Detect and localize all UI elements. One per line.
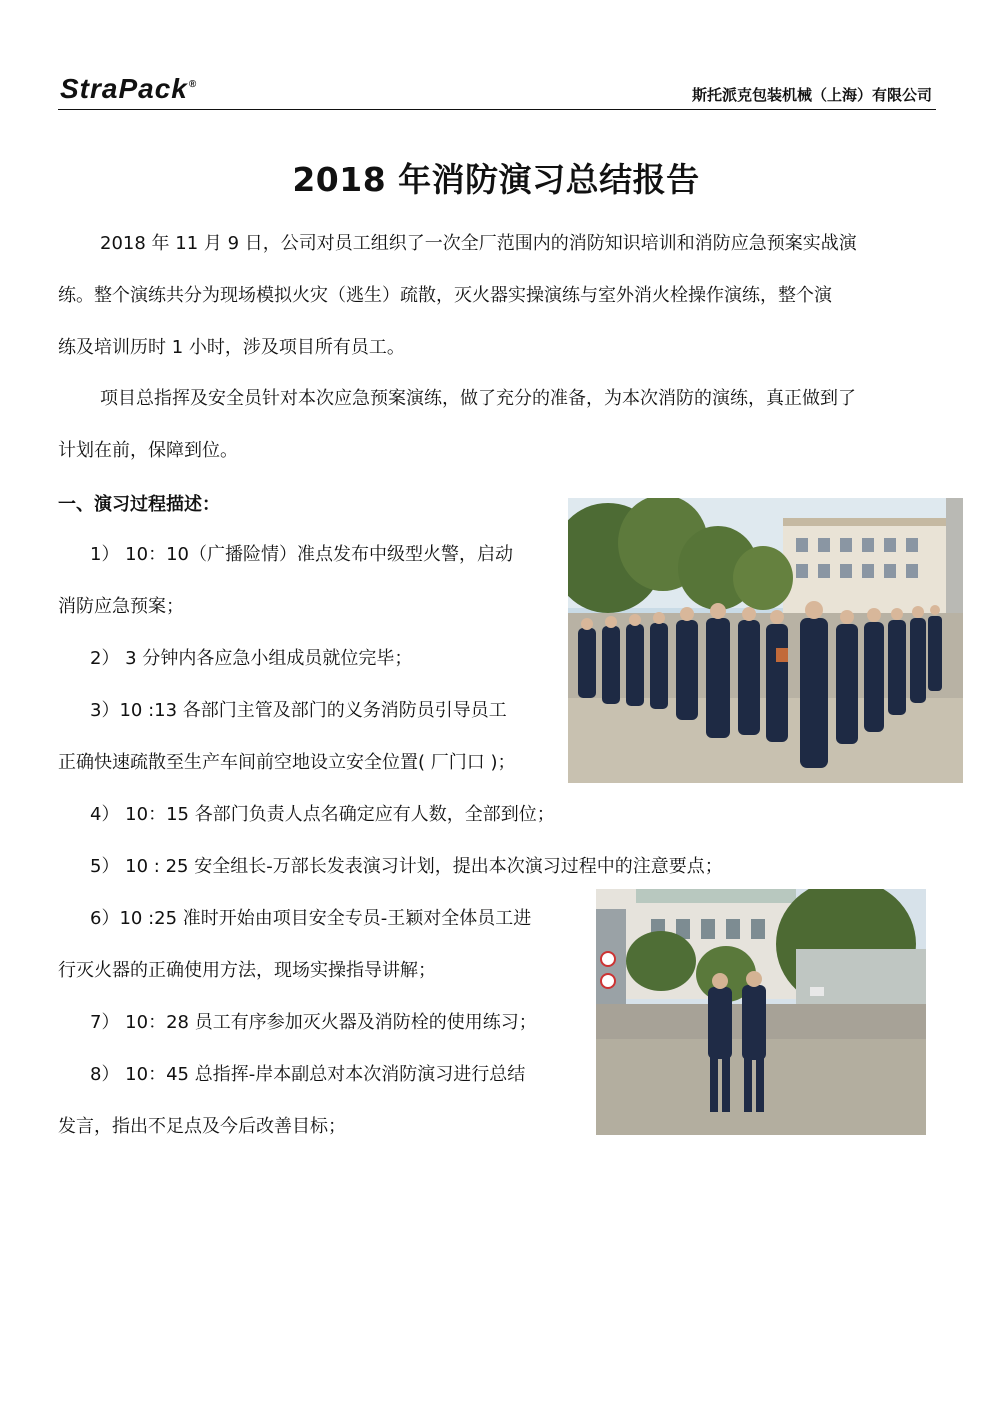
step-2: 2） 3 分钟内各应急小组成员就位完毕； — [90, 648, 413, 669]
step-8-cont: 发言，指出不足点及今后改善目标； — [58, 1116, 346, 1137]
document-title: 2018 年消防演习总结报告 — [292, 160, 700, 199]
header-divider — [58, 109, 936, 110]
step-8: 8） 10：45 总指挥-岸本副总对本次消防演习进行总结 — [90, 1064, 526, 1085]
page-header — [58, 72, 936, 110]
photo-extinguisher-briefing — [596, 889, 926, 1135]
step-6: 6）10 :25 准时开始由项目安全专员-王颖对全体员工进 — [90, 908, 532, 929]
step-3: 3）10 :13 各部门主管及部门的义务消防员引导员工 — [90, 700, 507, 721]
step-7: 7） 10：28 员工有序参加灭火器及消防栓的使用练习； — [90, 1012, 537, 1033]
section-heading: 一、演习过程描述： — [58, 494, 220, 515]
logo-text: StraPack — [60, 73, 188, 104]
step-5: 5） 10 : 25 安全组长-万部长发表演习计划，提出本次演习过程中的注意要点； — [90, 856, 723, 877]
company-name: 斯托派克包装机械（上海）有限公司 — [691, 86, 932, 104]
registered-mark: ® — [188, 79, 198, 90]
photo-evacuation-assembly — [568, 498, 963, 783]
step-6-cont: 行灭火器的正确使用方法，现场实操指导讲解； — [58, 960, 436, 981]
step-3-cont: 正确快速疏散至生产车间前空地设立安全位置( 厂门口 )； — [58, 752, 516, 773]
step-1: 1） 10：10（广播险情）准点发布中级型火警，启动 — [90, 544, 513, 565]
intro-line-4: 项目总指挥及安全员针对本次应急预案演练，做了充分的准备，为本次消防的演练，真正做到了 — [100, 388, 856, 409]
intro-line-5: 计划在前，保障到位。 — [58, 440, 238, 461]
step-1-cont: 消防应急预案； — [58, 596, 184, 617]
company-logo — [60, 74, 197, 104]
intro-line-3: 练及培训历时 1 小时，涉及项目所有员工。 — [58, 337, 405, 358]
intro-line-2: 练。整个演练共分为现场模拟火灾（逃生）疏散，灭火器实操演练与室外消火栓操作演练，整个演 — [58, 285, 832, 306]
intro-line-1: 2018 年 11 月 9 日，公司对员工组织了一次全厂范围内的消防知识培训和消防应急预案实战演 — [100, 233, 857, 254]
step-4: 4） 10：15 各部门负责人点名确定应有人数，全部到位； — [90, 804, 555, 825]
